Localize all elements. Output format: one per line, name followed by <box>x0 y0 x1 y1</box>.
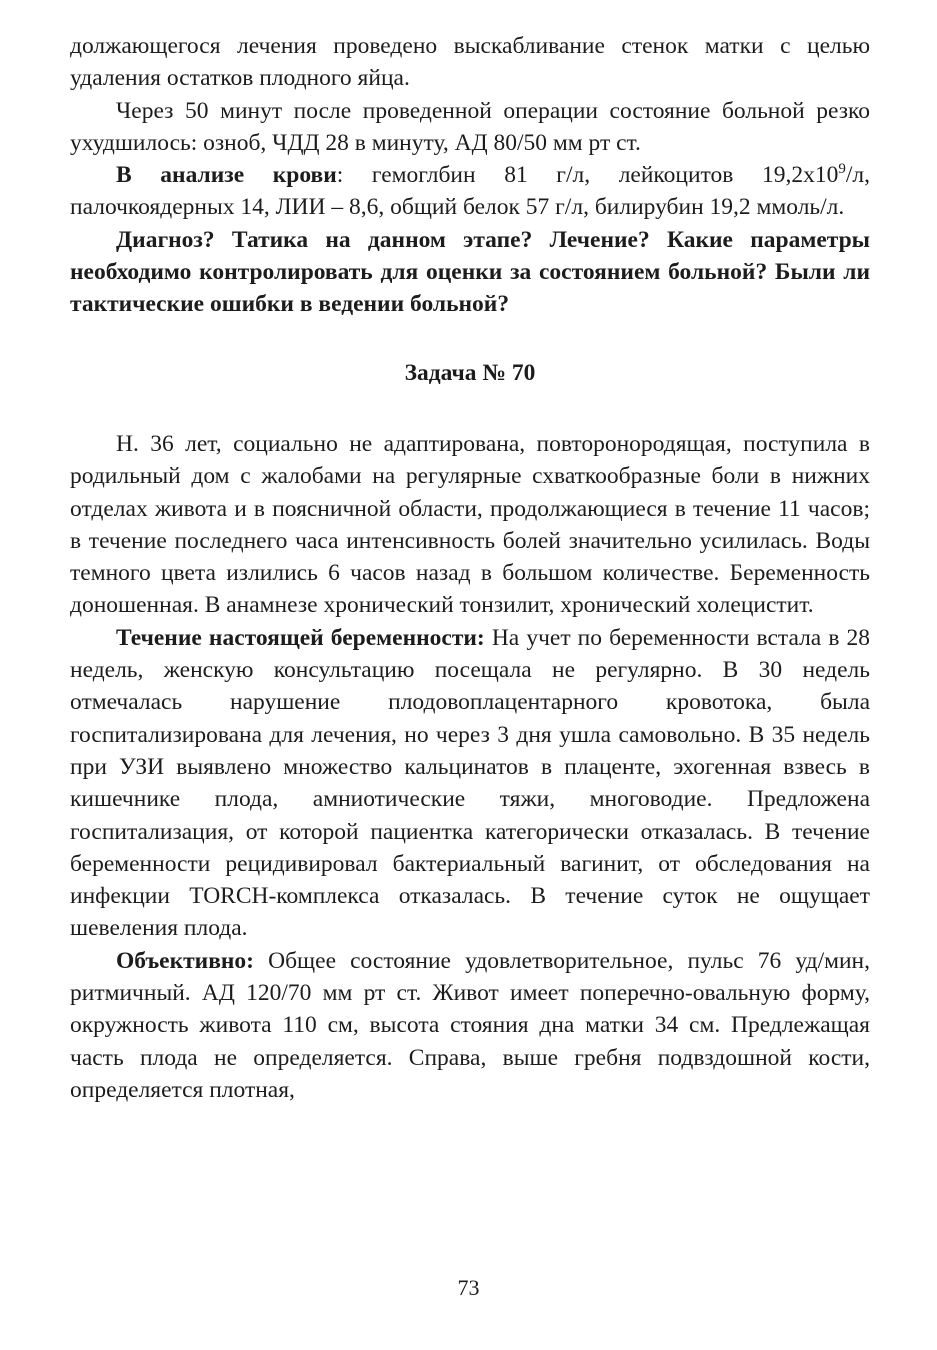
objective-exam-text: Общее состояние удовлетворительное, пульс 76 уд/мин, ритмичный. АД 120/70 мм рт ст. Живот имеет поперечно-овальную форму, окружность живота 110 см, высота стояния дна матки 34 см. Предлежащая часть плода не определяется. Справа, выше гребня подвздошной кости, определяется плотная, <box>70 947 870 1103</box>
paragraph-blood-test <box>70 159 870 224</box>
document-page <box>70 30 870 1106</box>
paragraph-continuation: должающегося лечения проведено выскабливание стенок матки с целью удаления остатков плодного яйца. <box>70 33 870 92</box>
paragraph-patient-intro: Н. 36 лет, социально не адаптирована, повторонородящая, поступила в родильный дом с жалобами на регулярные схваткообразные боли в нижних отделах живота и в поясничной области, продолжающиеся в течение 11 часов; в течение последнего часа интенсивность болей значительно усилилась. Воды темного цвета излились 6 часов назад в большом количестве. Беременность доношенная. В анамнезе хронический тонзилит, хронический холецистит. <box>70 430 870 619</box>
blood-test-text-b: /л, палочкоядерных 14, ЛИИ – 8,6, общий белок 57 г/л, билирубин 19,2 ммоль/л. <box>70 162 870 221</box>
blood-test-superscript: 9 <box>838 161 846 178</box>
task-heading: Задача № 70 <box>404 359 536 386</box>
pregnancy-course-label: Течение настоящей беременности: <box>116 624 485 651</box>
blood-test-label: В анализе крови <box>116 162 337 189</box>
paragraph-pregnancy-course <box>70 622 870 945</box>
questions-block: Диагноз? Татика на данном этапе? Лечение? Какие параметры необходимо контролировать для оценки за состоянием больной? Были ли тактические ошибки в ведении больной? <box>70 226 870 318</box>
page-number: 73 <box>457 1275 480 1300</box>
pregnancy-course-text: На учет по беременности встала в 28 недель, женскую консультацию посещала не регулярно. В 30 недель отмечалась нарушение плодовоплацентарного кровотока, была госпитализирована для лечения, но через 3 дня ушла самовольно. В 35 недель при УЗИ выявлено множество кальцинатов в плаценте, эхогенная взвесь в кишечнике плода, амниотические тяжи, многоводие. Предложена госпитализация, от которой пациентка категорически отказалась. В течение беременности рецидивировал бактериальный вагинит, от обследования на инфекции TORCH-комплекса отказалась. В течение суток не ощущает шевеления плода. <box>70 624 871 942</box>
paragraph-objective-exam <box>70 945 870 1106</box>
paragraph-condition-change: Через 50 минут после проведенной операции состояние больной резко ухудшилось: озноб, ЧДД 28 в минуту, АД 80/50 мм рт ст. <box>70 97 870 156</box>
objective-exam-label: Объективно: <box>116 947 255 974</box>
blood-test-text-a: : гемоглбин 81 г/л, лейкоцитов 19,2х10 <box>336 162 839 189</box>
